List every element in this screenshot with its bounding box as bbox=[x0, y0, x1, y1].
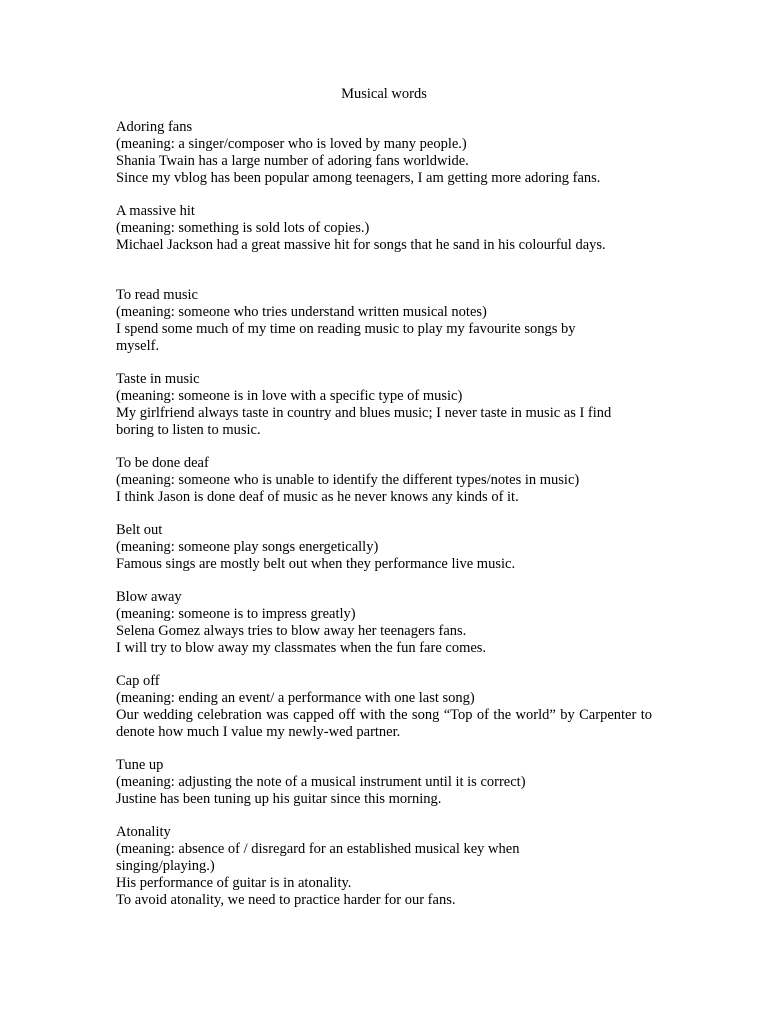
entry-example: I think Jason is done deaf of music as he never knows any kinds of it. bbox=[116, 489, 519, 505]
entry-meaning: (meaning: a singer/composer who is loved by many people.) bbox=[116, 136, 467, 152]
entry-taste-in-music bbox=[116, 371, 652, 439]
entry-done-deaf bbox=[116, 455, 652, 506]
entry-example: Shania Twain has a large number of adoring fans worldwide. bbox=[116, 153, 469, 169]
entry-term: To be done deaf bbox=[116, 455, 209, 471]
entry-term: Taste in music bbox=[116, 371, 200, 387]
entry-example: Our wedding celebration was capped off with the song “Top of the world” by Carpenter to denote how much I value my newly-wed partner. bbox=[116, 707, 652, 740]
entry-adoring-fans bbox=[116, 119, 652, 187]
entry-meaning: (meaning: something is sold lots of copies.) bbox=[116, 220, 370, 236]
entry-cap-off bbox=[116, 673, 652, 741]
document-page bbox=[116, 86, 652, 925]
entry-example: Since my vblog has been popular among teenagers, I am getting more adoring fans. bbox=[116, 170, 601, 186]
entry-example: His performance of guitar is in atonality. bbox=[116, 875, 352, 891]
entry-example: Selena Gomez always tries to blow away her teenagers fans. bbox=[116, 623, 467, 639]
entry-meaning: (meaning: someone is in love with a specific type of music) bbox=[116, 388, 463, 404]
entry-meaning: (meaning: someone who tries understand written musical notes) bbox=[116, 304, 487, 320]
entry-example: To avoid atonality, we need to practice harder for our fans. bbox=[116, 892, 456, 908]
entry-term: Adoring fans bbox=[116, 119, 193, 135]
entry-massive-hit bbox=[116, 203, 652, 254]
entry-term: A massive hit bbox=[116, 203, 195, 219]
entry-term: To read music bbox=[116, 287, 198, 303]
entry-atonality bbox=[116, 824, 652, 909]
entry-example: I will try to blow away my classmates when the fun fare comes. bbox=[116, 640, 487, 656]
entry-term: Atonality bbox=[116, 824, 171, 840]
entry-read-music bbox=[116, 287, 652, 355]
entry-example: My girlfriend always taste in country and blues music; I never taste in music as I find boring to listen to music. bbox=[116, 405, 612, 438]
entry-meaning: (meaning: someone play songs energetically) bbox=[116, 539, 379, 555]
entry-meaning: (meaning: someone is to impress greatly) bbox=[116, 606, 356, 622]
entry-term: Tune up bbox=[116, 757, 164, 773]
entry-meaning: (meaning: absence of / disregard for an established musical key when singing/playing.) bbox=[116, 841, 520, 874]
entry-meaning: (meaning: someone who is unable to identify the different types/notes in music) bbox=[116, 472, 580, 488]
entry-example: Michael Jackson had a great massive hit for songs that he sand in his colourful days. bbox=[116, 237, 606, 253]
entry-blow-away bbox=[116, 589, 652, 657]
entry-term: Blow away bbox=[116, 589, 182, 605]
entry-belt-out bbox=[116, 522, 652, 573]
entry-meaning: (meaning: ending an event/ a performance with one last song) bbox=[116, 690, 475, 706]
entry-example: Justine has been tuning up his guitar since this morning. bbox=[116, 791, 442, 807]
entry-term: Cap off bbox=[116, 673, 160, 689]
entry-term: Belt out bbox=[116, 522, 163, 538]
entry-example: Famous sings are mostly belt out when they performance live music. bbox=[116, 556, 516, 572]
entry-example: I spend some much of my time on reading music to play my favourite songs by myself. bbox=[116, 321, 576, 354]
entry-meaning: (meaning: adjusting the note of a musical instrument until it is correct) bbox=[116, 774, 526, 790]
document-title: Musical words bbox=[341, 86, 427, 102]
entry-tune-up bbox=[116, 757, 652, 808]
